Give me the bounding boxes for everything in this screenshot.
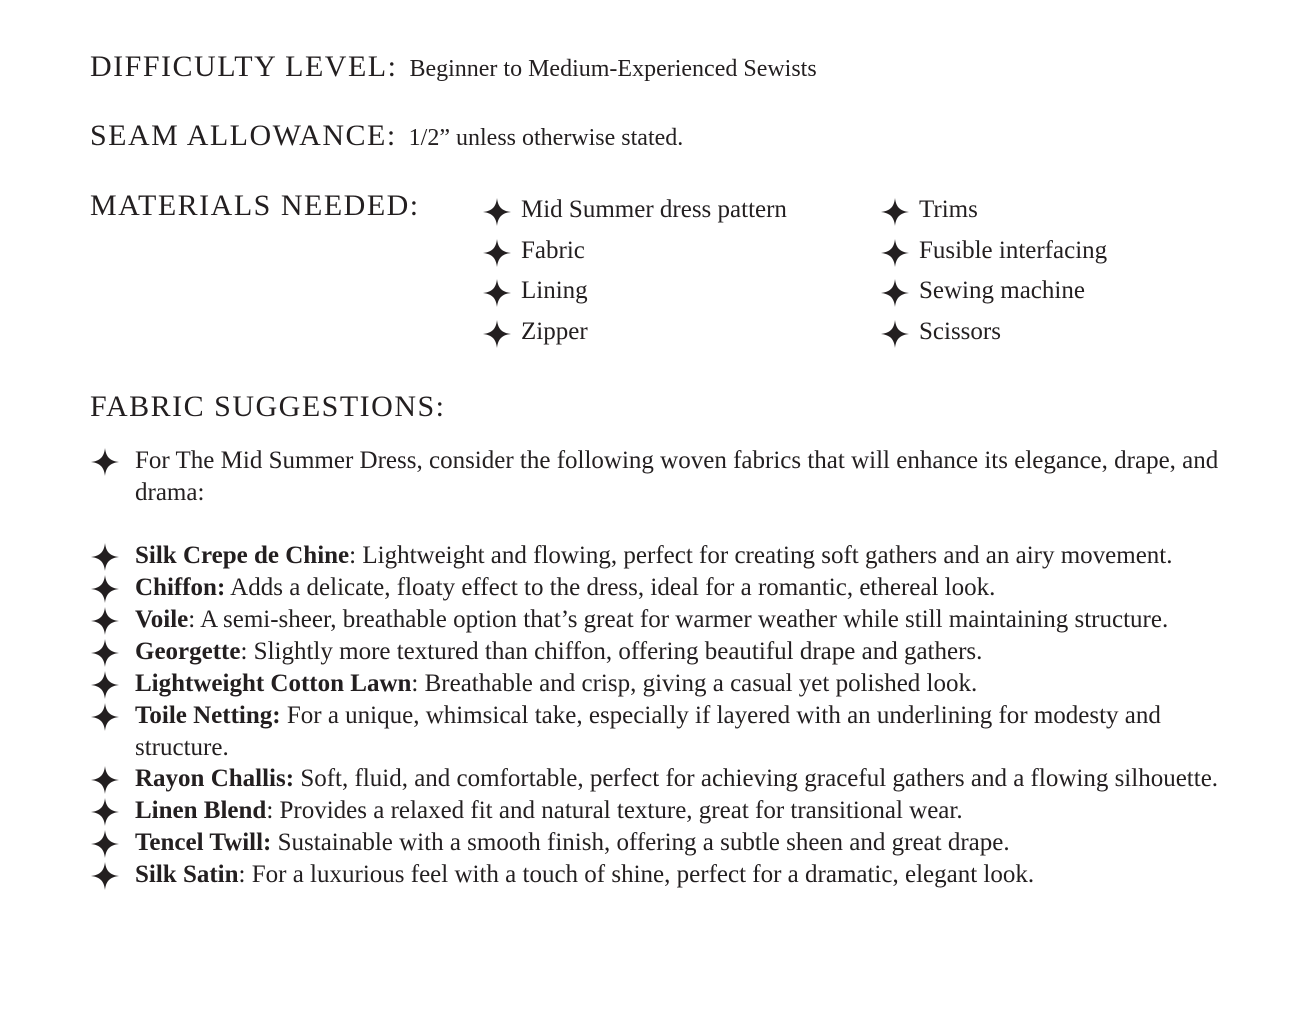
materials-list-item (482, 231, 787, 272)
materials-heading: MATERIALS NEEDED: (90, 189, 420, 222)
four-point-star-icon (90, 670, 120, 700)
four-point-star-icon (90, 574, 120, 604)
difficulty-label: DIFFICULTY LEVEL: (90, 50, 398, 83)
four-point-star-icon (90, 542, 120, 572)
fabric-description: : For a luxurious feel with a touch of shine, perfect for a dramatic, elegant look. (238, 861, 1035, 889)
four-point-star-icon (90, 861, 120, 891)
materials-list-item (482, 271, 787, 312)
fabric-list-item (90, 604, 1260, 636)
four-point-star-icon (880, 319, 910, 349)
four-point-star-icon (880, 238, 910, 268)
fabric-suggestions-list (90, 540, 1260, 891)
fabric-description: For a unique, whimsical take, especially if layered with an underlining for modesty and structure. (135, 702, 1161, 761)
fabric-name: Silk Crepe de Chine (135, 542, 350, 569)
fabric-list-item (90, 540, 1260, 572)
fabric-intro-text: For The Mid Summer Dress, consider the following woven fabrics that will enhance its elegance, drape, and drama: (135, 447, 1219, 506)
materials-item-label: Scissors (919, 317, 1001, 345)
fabric-list-item (90, 795, 1260, 827)
difficulty-value: Beginner to Medium-Experienced Sewists (409, 56, 817, 82)
fabric-item-text (135, 636, 1260, 668)
seam-allowance (90, 121, 683, 153)
difficulty-level (90, 52, 817, 84)
four-point-star-icon (482, 238, 512, 268)
fabric-description: Adds a delicate, floaty effect to the dress, ideal for a romantic, ethereal look. (225, 574, 996, 601)
materials-item-label: Fabric (521, 236, 585, 264)
fabric-list-item (90, 636, 1260, 668)
four-point-star-icon (90, 829, 120, 859)
materials-list-item (880, 231, 1107, 272)
fabric-name: Rayon Challis: (135, 765, 295, 793)
materials-list-column-2 (880, 190, 1107, 352)
fabric-item-text (135, 763, 1260, 795)
materials-item-label: Lining (521, 277, 588, 305)
fabric-item-text (135, 668, 1260, 700)
four-point-star-icon (90, 447, 120, 477)
fabric-item-text (135, 572, 1260, 604)
fabric-name: Georgette (135, 638, 241, 665)
four-point-star-icon (482, 319, 512, 349)
fabric-list-item (90, 572, 1260, 604)
fabric-name: Voile (135, 606, 189, 633)
fabric-item-text (135, 827, 1260, 859)
materials-item-label: Fusible interfacing (919, 236, 1108, 264)
materials-list-item (880, 190, 1107, 231)
fabric-list-item (90, 700, 1260, 763)
fabric-name: Silk Satin (135, 861, 239, 889)
fabric-intro (90, 445, 1250, 509)
seam-value: 1/2” unless otherwise stated. (408, 125, 684, 151)
fabric-description: : Lightweight and flowing, perfect for creating soft gathers and an airy movement. (349, 542, 1173, 569)
fabric-description: Soft, fluid, and comfortable, perfect for achieving graceful gathers and a flowing silhouette. (294, 765, 1219, 793)
fabric-name: Tencel Twill: (135, 829, 272, 857)
materials-list-column-1 (482, 190, 787, 352)
seam-label: SEAM ALLOWANCE: (90, 119, 397, 152)
fabric-name: Linen Blend (135, 797, 267, 825)
four-point-star-icon (482, 278, 512, 308)
materials-list-item (482, 190, 787, 231)
four-point-star-icon (90, 606, 120, 636)
fabric-list-item (90, 827, 1260, 859)
four-point-star-icon (90, 797, 120, 827)
fabric-item-text (135, 700, 1260, 763)
fabric-name: Lightweight Cotton Lawn (135, 670, 412, 697)
fabric-item-text (135, 859, 1260, 891)
materials-item-label: Sewing machine (919, 277, 1085, 305)
fabric-item-text (135, 604, 1260, 636)
fabric-name: Toile Netting: (135, 702, 281, 729)
fabric-description: : Breathable and crisp, giving a casual yet polished look. (411, 670, 978, 697)
fabric-description: : A semi-sheer, breathable option that’s great for warmer weather while still maintaining structure. (188, 606, 1169, 633)
four-point-star-icon (90, 638, 120, 668)
materials-item-label: Trims (919, 196, 978, 224)
fabric-suggestions-heading: FABRIC SUGGESTIONS: (90, 390, 446, 423)
fabric-name: Chiffon: (135, 574, 226, 601)
fabric-description: : Slightly more textured than chiffon, offering beautiful drape and gathers. (240, 638, 983, 665)
fabric-list-item (90, 859, 1260, 891)
four-point-star-icon (880, 197, 910, 227)
fabric-list-item (90, 763, 1260, 795)
four-point-star-icon (90, 765, 120, 795)
four-point-star-icon (90, 702, 120, 732)
materials-item-label: Mid Summer dress pattern (521, 196, 787, 224)
materials-item-label: Zipper (521, 317, 588, 345)
fabric-list-item (90, 668, 1260, 700)
fabric-item-text (135, 540, 1260, 572)
materials-list-item (482, 312, 787, 353)
four-point-star-icon (880, 278, 910, 308)
fabric-description: Sustainable with a smooth finish, offering a subtle sheen and great drape. (271, 829, 1010, 857)
fabric-description: : Provides a relaxed fit and natural texture, great for transitional wear. (266, 797, 963, 825)
fabric-item-text (135, 795, 1260, 827)
materials-list-item (880, 271, 1107, 312)
materials-list-item (880, 312, 1107, 353)
four-point-star-icon (482, 197, 512, 227)
